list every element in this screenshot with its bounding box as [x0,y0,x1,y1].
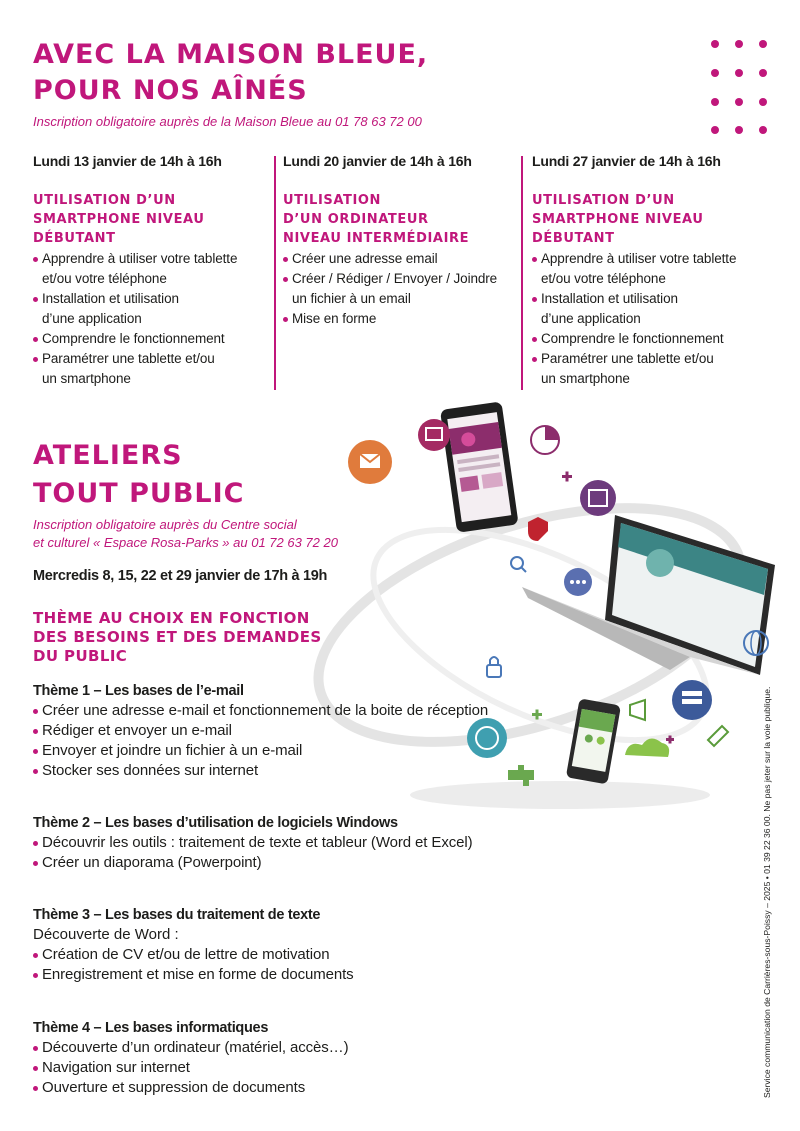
theme-heading: Thème 2 – Les bases d’utilisation de logiciels Windows [33,815,398,831]
list-item: Mise en forme [283,309,519,329]
section1-title-line2: POUR NOS AÎNÉS [33,75,308,106]
session-column-1 [33,153,269,389]
video-icon [580,480,616,516]
session-bullets [532,249,768,389]
theme-heading: Thème 4 – Les bases informatiques [33,1020,269,1036]
column-divider [521,156,523,390]
list-item: Paramétrer une tablette et/ou un smartphone [532,349,768,389]
session-date: Lundi 13 janvier de 14h à 16h [33,153,222,169]
list-item: Créer une adresse email [283,249,519,269]
theme-heading: Thème 1 – Les bases de l’e-mail [33,683,244,699]
theme-bullets [33,701,553,781]
session-bullets [283,249,519,329]
list-item: Création de CV et/ou de lettre de motivation [33,945,553,965]
section2-title-line1: ATELIERS [33,440,183,471]
list-item: Comprendre le fonctionnement [33,329,269,349]
list-item: Installation et utilisation d’une application [532,289,768,329]
list-item: Ouverture et suppression de documents [33,1078,553,1098]
theme-intro: Découverte de Word : [33,926,179,943]
list-item: Rédiger et envoyer un e-mail [33,721,553,741]
session-date: Lundi 20 janvier de 14h à 16h [283,153,472,169]
list-item: Paramétrer une tablette et/ou un smartphone [33,349,269,389]
theme-bullets [33,1038,553,1098]
column-divider [274,156,276,390]
section2-title-line2: TOUT PUBLIC [33,478,245,509]
lock-icon [487,665,501,677]
image-icon [418,419,450,451]
section2-inscription-line2: et culturel « Espace Rosa-Parks » au 01 72 63 72 20 [33,535,338,550]
pen-icon [708,726,728,746]
theme-heading: Thème 3 – Les bases du traitement de texte [33,907,321,923]
theme-choice-heading: THÈME AU CHOIX EN FONCTION DES BESOINS ET DES DEMANDES DU PUBLIC [33,609,322,665]
session-title: UTILISATION D’UN SMARTPHONE NIVEAU DÉBUTANT [33,193,205,246]
list-item: Découvrir les outils : traitement de texte et tableur (Word et Excel) [33,833,553,853]
tablet-icon [440,401,519,532]
session-column-3 [532,153,768,389]
list-item: Comprendre le fonctionnement [532,329,768,349]
session-date: Lundi 27 janvier de 14h à 16h [532,153,721,169]
theme-4 [33,1019,553,1098]
list-item: Créer une adresse e-mail et fonctionnement de la boite de réception [33,701,553,721]
session-title: UTILISATION D’UN SMARTPHONE NIVEAU DÉBUTANT [532,193,704,246]
list-item: Navigation sur internet [33,1058,553,1078]
list-item: Stocker ses données sur internet [33,761,553,781]
megaphone-icon [630,700,645,720]
list-item: Apprendre à utiliser votre tablette et/ou votre téléphone [33,249,269,289]
decorative-dot-grid [711,40,771,136]
section1-title-line1: AVEC LA MAISON BLEUE, [33,39,429,70]
list-item: Envoyer et joindre un fichier à un e-mail [33,741,553,761]
theme-bullets [33,833,553,873]
session-bullets [33,249,269,389]
section2-inscription-line1: Inscription obligatoire auprès du Centre social [33,517,297,532]
theme-1 [33,682,553,781]
theme-3 [33,906,553,985]
session-column-2 [283,153,519,329]
schedule: Mercredis 8, 15, 22 et 29 janvier de 17h à 19h [33,568,328,584]
list-item: Enregistrement et mise en forme de documents [33,965,553,985]
list-item: Apprendre à utiliser votre tablette et/ou votre téléphone [532,249,768,289]
list-item: Créer un diaporama (Powerpoint) [33,853,553,873]
list-item: Installation et utilisation d’une application [33,289,269,329]
session-title: UTILISATION D’UN ORDINATEUR NIVEAU INTERMÉDIAIRE [283,193,470,246]
section1-inscription: Inscription obligatoire auprès de la Maison Bleue au 01 78 63 72 00 [33,114,422,129]
theme-2 [33,814,553,873]
theme-bullets [33,945,553,985]
list-item: Découverte d’un ordinateur (matériel, accès…) [33,1038,553,1058]
laptop-icon [522,515,775,675]
shield-icon [528,517,548,541]
list-item: Créer / Rédiger / Envoyer / Joindre un fichier à un email [283,269,519,309]
